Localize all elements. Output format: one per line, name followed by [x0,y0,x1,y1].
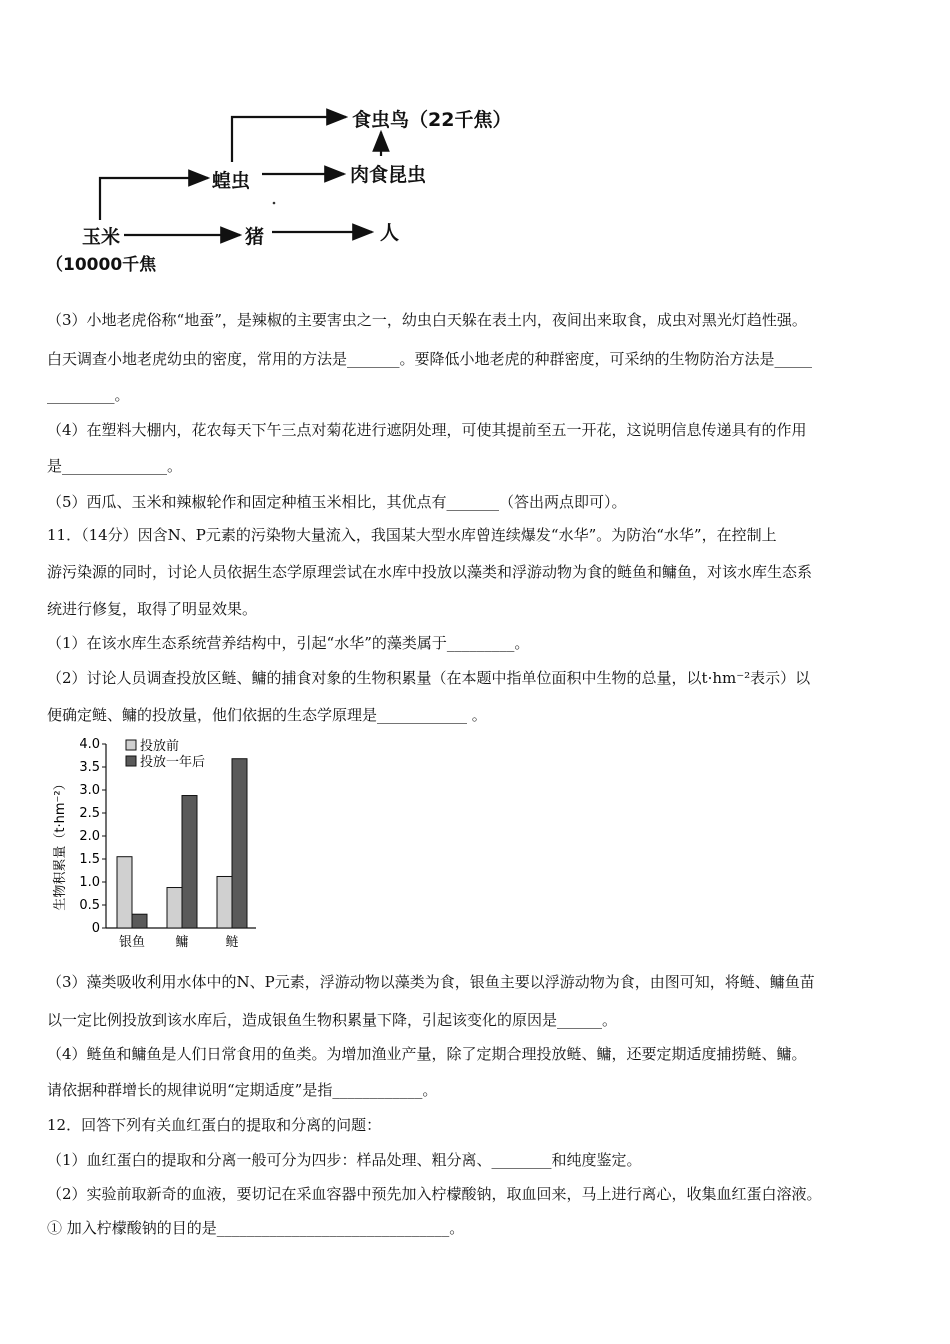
node-corn: 玉米 [82,226,121,248]
q10-5-line: （5）西瓜、玉米和辣椒轮作和固定种植玉米相比，其优点有_______（答出两点即可）。 [47,493,627,511]
arrow-corn-locust [100,178,208,220]
q12-2-line: （2）实验前取新奇的血液，要切记在采血容器中预先加入柠檬酸钠，取血回来，马上进行离心，收集血红蛋白溶液。 [47,1185,822,1203]
x-tick-label: 鳙 [175,935,189,950]
q10-3-line1: （3）小地老虎俗称“地蚕”，是辣椒的主要害虫之一，幼虫白天躲在表土内，夜间出来取食，成虫对黑光灯趋性强。 [47,311,807,329]
y-tick-label: 1.5 [79,852,100,867]
biomass-bar-chart [50,732,270,957]
y-tick-label: 2.0 [79,829,100,844]
y-tick-label: 3.5 [79,760,100,775]
y-tick-label: 2.5 [79,806,100,821]
node-pig: 猪 [245,226,265,248]
q11-4-line2: 请依据种群增长的规律说明“定期适度”是指____________。 [47,1081,438,1099]
q11-2-line1: （2）讨论人员调查投放区鲢、鳙的捕食对象的生物积累量（在本题中指单位面积中生物的总量，以t·hm⁻²表示）以 [47,669,811,687]
bar-投放一年后-银鱼 [132,914,147,928]
q10-3-line3: _________。 [47,386,130,404]
q11-1-line: （1）在该水库生态系统营养结构中，引起“水华”的藻类属于_________。 [47,634,530,652]
y-tick-label: 4.0 [79,737,100,752]
x-tick-label: 银鱼 [118,935,146,950]
node-human: 人 [380,222,400,244]
q12-1-line: （1）血红蛋白的提取和分离一般可分为四步：样品处理、粗分离、________和纯度鉴定。 [47,1151,642,1169]
node-bird: 食虫鸟（22千焦） [352,109,512,131]
y-tick-label: 1.0 [79,875,100,890]
q11-2-line2: 便确定鲢、鳙的投放量，他们依据的生态学原理是____________ 。 [47,706,487,724]
bar-投放前-鳙 [167,888,182,928]
bar-投放前-鲢 [217,876,232,928]
q11-3-line1: （3）藻类吸收利用水体中的N、P元素，浮游动物以藻类为食，银鱼主要以浮游动物为食，由图可知，将鲢、鳙鱼苗 [47,973,815,991]
bar-投放前-银鱼 [117,857,132,928]
y-tick-label: 3.0 [79,783,100,798]
q10-3-line2: 白天调查小地老虎幼虫的密度，常用的方法是_______。要降低小地老虎的种群密度，可采纳的生物防治方法是_____ [47,350,813,368]
legend-swatch [126,740,136,750]
legend-swatch [126,756,136,766]
legend-label: 投放前 [140,739,180,754]
q11-line3: 统进行修复，取得了明显效果。 [47,600,258,618]
node-carnivorous-insect: 肉食昆虫 [350,164,427,186]
q12-2-sub-line: ① 加入柠檬酸钠的目的是_______________________________。 [47,1219,465,1237]
y-tick-label: 0.5 [79,898,100,913]
q12-line: 12．回答下列有关血红蛋白的提取和分离的问题： [47,1116,382,1134]
q11-line1: 11．（14分）因含N、P元素的污染物大量流入，我国某大型水库曾连续爆发“水华”。为防治“水华”，在控制上 [47,526,777,544]
q10-4-line2: 是______________。 [47,457,183,475]
q11-line2: 游污染源的同时，讨论人员依据生态学原理尝试在水库中投放以藻类和浮游动物为食的鲢鱼和鳙鱼，对该水库生态系 [47,563,813,581]
q11-4-line1: （4）鲢鱼和鳙鱼是人们日常食用的鱼类。为增加渔业产量，除了定期合理投放鲢、鳙，还要定期适度捕捞鲢、鳙。 [47,1045,807,1063]
food-web-arrows [0,0,520,280]
y-axis-label: 生物积累量（t·hm⁻²） [53,777,68,911]
x-tick-label: 鲢 [225,935,239,950]
q11-3-line2: 以一定比例投放到该水库后，造成银鱼生物积累量下降，引起该变化的原因是______。 [47,1011,618,1029]
legend-label: 投放一年后 [140,755,206,770]
bar-投放一年后-鳙 [182,796,197,928]
node-corn-energy: （10000千焦 [46,255,157,275]
node-locust: 蝗虫 [212,170,251,192]
y-tick-label: 0 [91,921,100,936]
q10-4-line1: （4）在塑料大棚内，花农每天下午三点对菊花进行遮阴处理，可使其提前至五一开花，这说明信息传递具有的作用 [47,421,807,439]
arrow-locust-bird [232,117,346,162]
bar-投放一年后-鲢 [232,759,247,928]
